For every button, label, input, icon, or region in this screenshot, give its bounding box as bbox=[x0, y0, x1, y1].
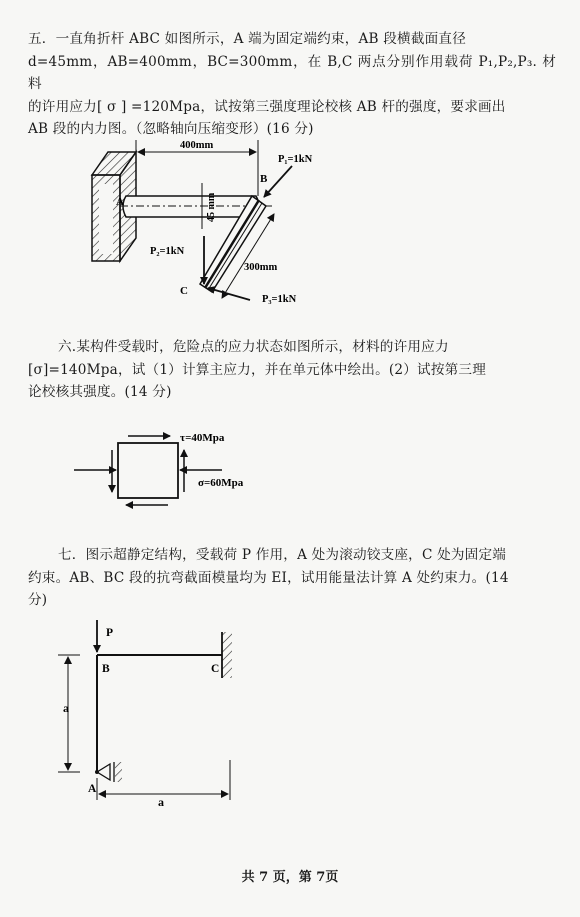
q7-line-2: 约束。AB、BC 段的抗弯截面模量均为 EI，试用能量法计算 A 处约束力。(14 bbox=[28, 569, 509, 586]
dim-horizontal-label: a bbox=[158, 795, 164, 809]
q5-line-1: 五．一直角折杆 ABC 如图所示，A 端为固定端约束，AB 段横截面直径 bbox=[28, 31, 467, 47]
q6-line-1: 六.某构件受载时，危险点的应力状态如图所示，材料的许用应力 bbox=[58, 339, 449, 355]
point-b-label: B bbox=[260, 173, 268, 185]
q6-line-3: 论校核其强度。(14 分) bbox=[28, 384, 172, 400]
load-p3-label: P₃=1kN bbox=[262, 294, 297, 305]
load-p2-label: P₂=1kN bbox=[150, 246, 185, 257]
figure-5-bent-bar bbox=[92, 140, 313, 305]
dimension-vertical bbox=[58, 655, 80, 772]
page-footer: 共 7 页，第 7页 bbox=[241, 870, 339, 885]
q7-line-3: 分) bbox=[28, 592, 48, 608]
point-c-label-fig7: C bbox=[211, 663, 220, 675]
point-a-label: A bbox=[116, 196, 124, 208]
q6-line-2: [σ]=140Mpa，试（1）计算主应力，并在单元体中绘出。(2）试按第三理 bbox=[28, 361, 486, 378]
q5-line-4: AB 段的内力图。（忽略轴向压缩变形）(16 分) bbox=[28, 121, 314, 137]
dim-45mm-label: 45 mm bbox=[206, 192, 217, 222]
dim-400mm-label: 400mm bbox=[180, 140, 214, 151]
load-p1-arrow bbox=[264, 166, 292, 197]
point-b-label-fig7: B bbox=[102, 663, 110, 675]
dim-vertical-label: a bbox=[63, 701, 69, 715]
normal-stress-label: σ=60Mpa bbox=[198, 477, 244, 489]
point-a-label-fig7: A bbox=[88, 783, 97, 795]
load-p3-arrow bbox=[208, 288, 250, 300]
load-p-label: P bbox=[106, 627, 114, 639]
roller-support-a bbox=[95, 762, 122, 782]
q7-line-1: 七．图示超静定结构，受载荷 P 作用，A 处为滚动铰支座，C 处为固定端 bbox=[58, 547, 507, 563]
fixed-support-c bbox=[222, 632, 232, 678]
dim-300mm-label: 300mm bbox=[244, 262, 278, 273]
figure-7-frame bbox=[58, 620, 232, 809]
q5-line-3: 的许用应力[ σ ] =120Mpa，试按第三强度理论校核 AB 杆的强度，要求画出 bbox=[28, 98, 506, 115]
figure-6-stress-element bbox=[74, 432, 244, 505]
shear-stress-label: τ=40Mpa bbox=[180, 432, 225, 444]
load-p1-label: P₁=1kN bbox=[278, 154, 313, 165]
q5-line-2: d=45mm，AB=400mm，BC=300mm，在 B,C 两点分别作用载荷 P₁,P₂,P₃. 材料 bbox=[28, 53, 556, 92]
stress-element-square bbox=[118, 443, 178, 498]
point-c-label: C bbox=[180, 285, 188, 297]
